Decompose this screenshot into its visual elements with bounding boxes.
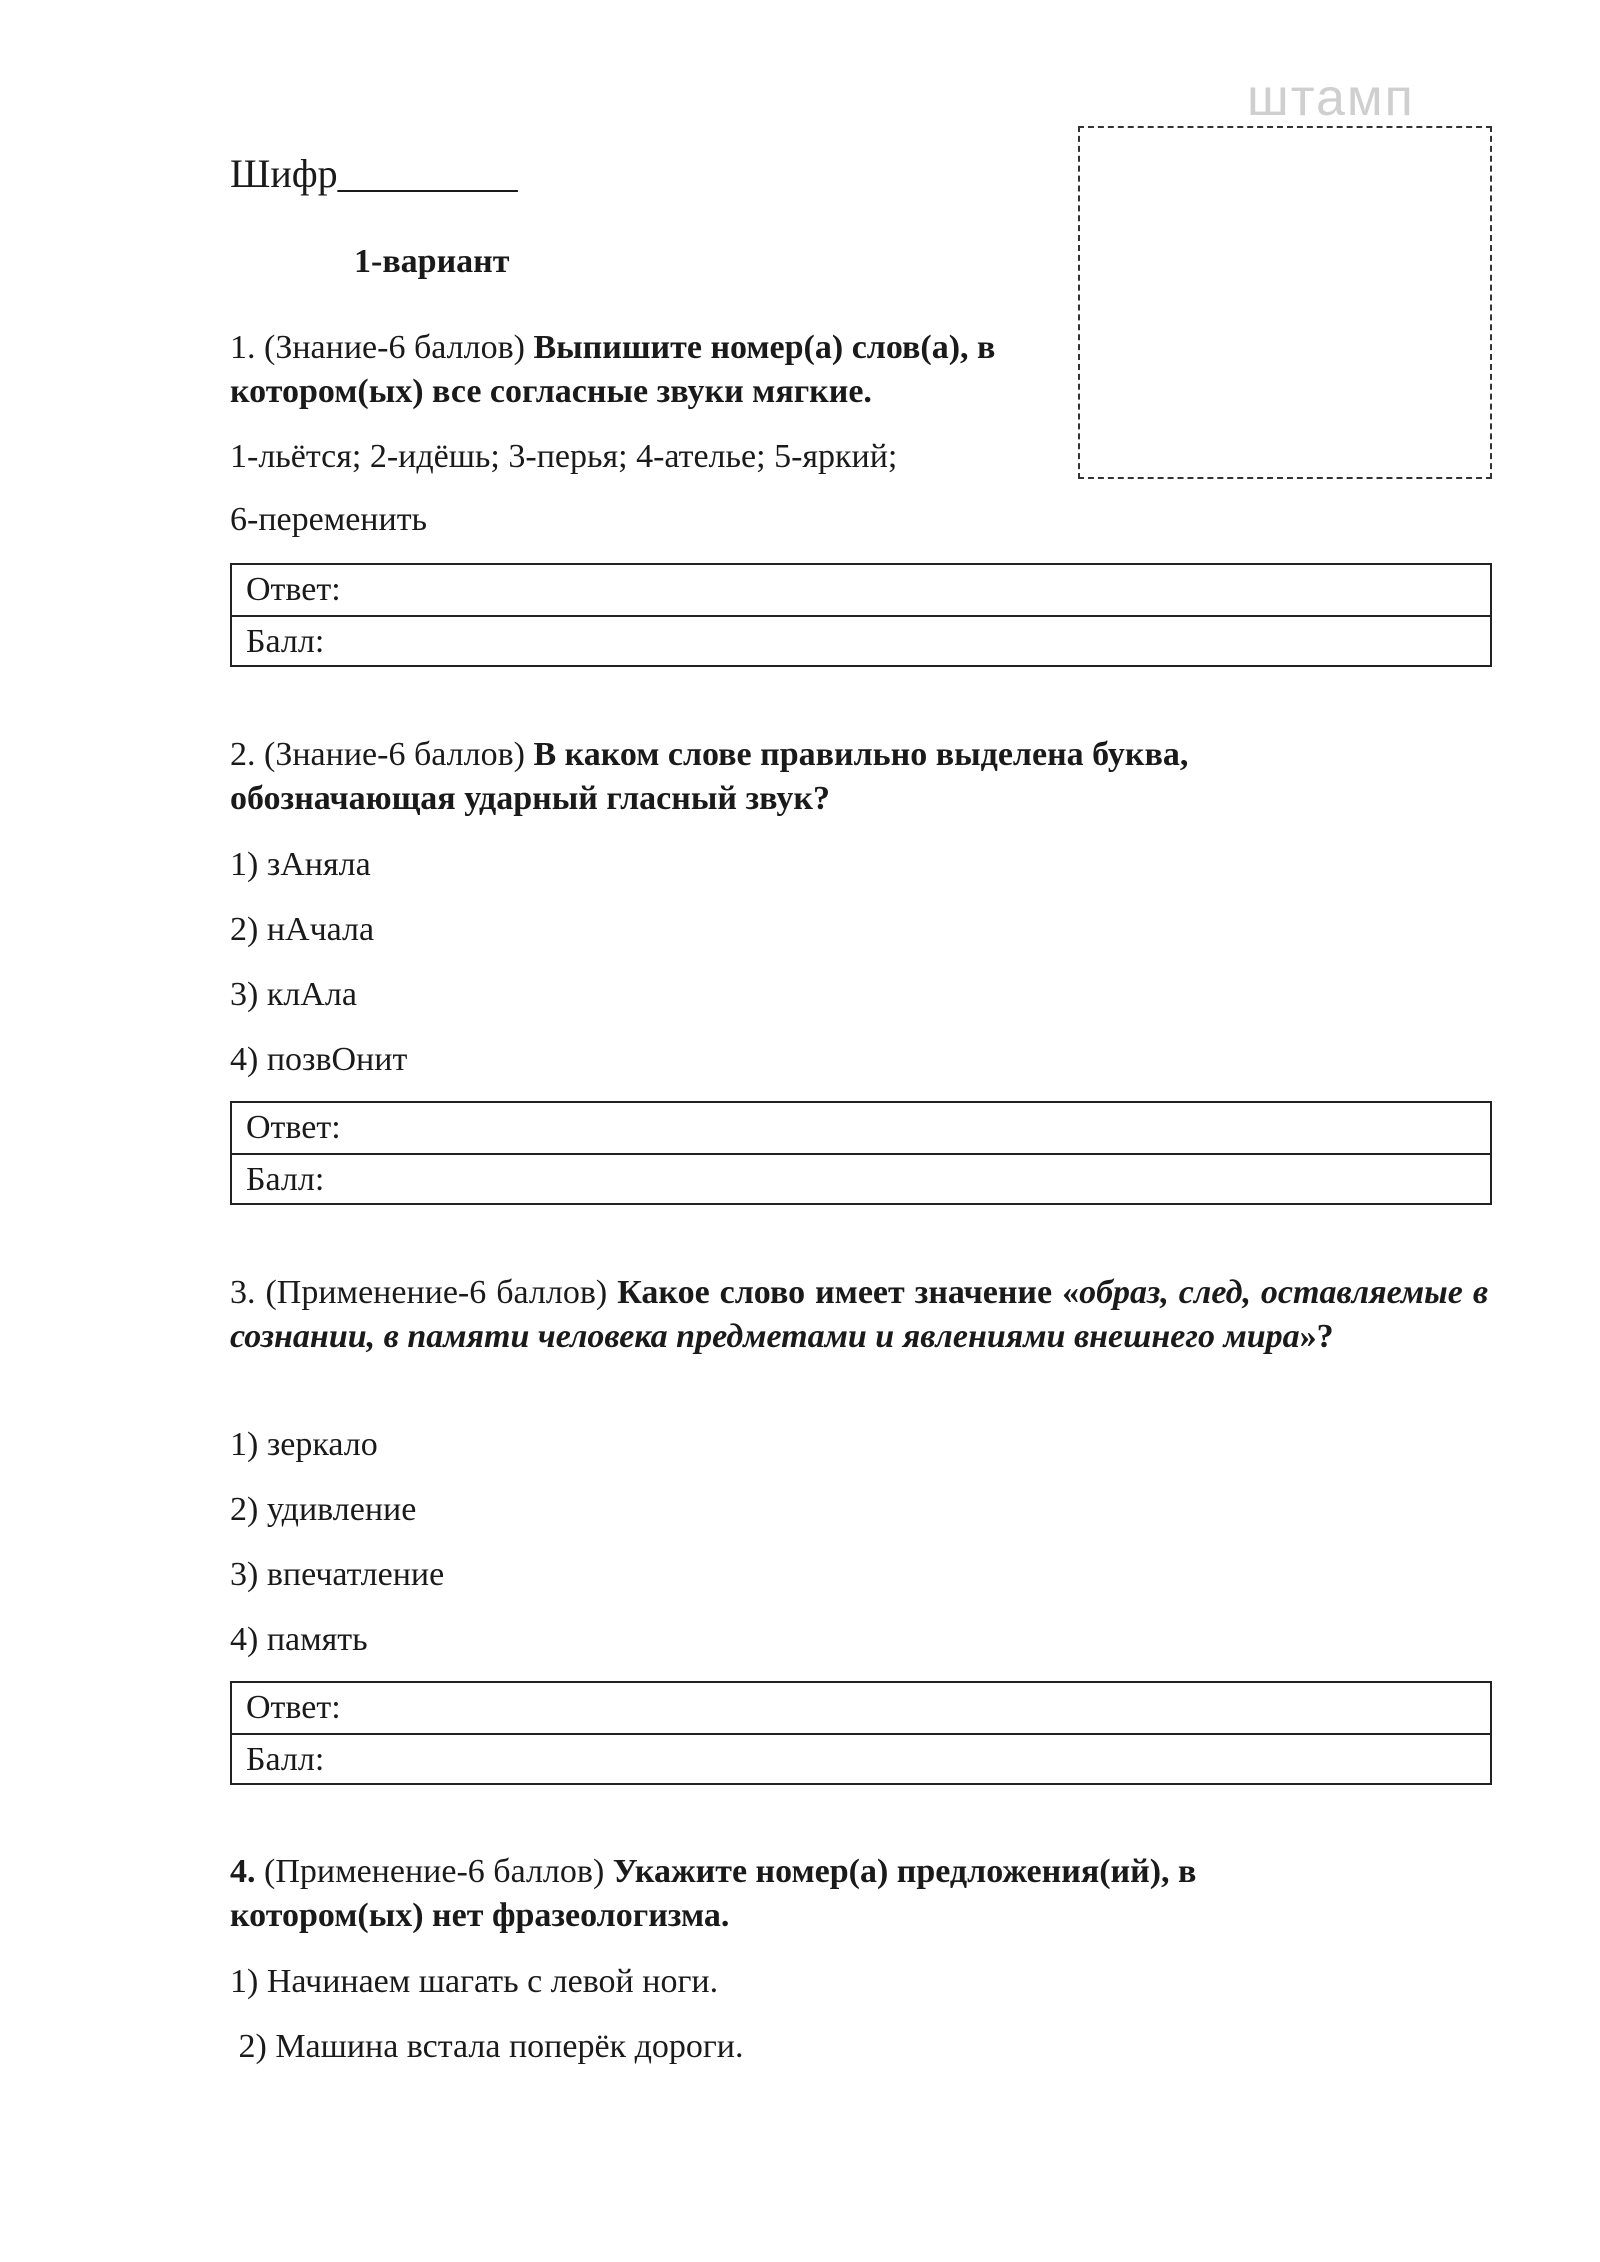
question-1-option: 1-льётся; 2-идёшь; 3-перья; 4-ателье; 5-яркий; — [230, 438, 898, 475]
question-1 — [230, 326, 1070, 414]
question-number: 2. — [230, 736, 256, 773]
question-4-option: 1) Начинаем шагать с левой ноги. — [230, 1963, 719, 2000]
question-number: 1. — [230, 329, 256, 366]
question-prompt-end: »? — [1299, 1318, 1334, 1356]
question-prompt: Какое слово имеет значение « — [617, 1274, 1080, 1311]
question-2-option: 2) нАчала — [230, 911, 375, 948]
question-4 — [230, 1850, 1370, 1938]
answer-row[interactable]: Ответ: — [246, 571, 341, 608]
question-3-option: 2) удивление — [230, 1491, 417, 1528]
question-3 — [230, 1271, 1488, 1359]
score-row[interactable]: Балл: — [232, 1153, 1490, 1203]
answer-table — [230, 1101, 1492, 1205]
question-meta: (Применение-6 баллов) — [255, 1853, 613, 1890]
question-2-option: 4) позвОнит — [230, 1041, 408, 1078]
question-prompt: В каком слове правильно выделена буква, обозначающая ударный гласный звук? — [230, 736, 1189, 818]
question-number: 3. — [230, 1274, 256, 1311]
answer-row[interactable]: Ответ: — [246, 1109, 341, 1146]
question-prompt: Выпишите номер(а) слов(а), в котором(ых) все согласные звуки мягкие. — [230, 329, 996, 411]
score-row[interactable]: Балл: — [232, 615, 1490, 665]
question-definition: образ, след, оставляемые в сознании, в памяти человека предметами и явлениями внешнего мира — [230, 1274, 1489, 1356]
question-meta: (Применение-6 баллов) — [255, 1274, 618, 1311]
answer-table — [230, 563, 1492, 667]
question-1-option: 6-переменить — [230, 501, 428, 538]
question-2-option: 3) клАла — [230, 976, 357, 1013]
question-3-option: 4) память — [230, 1621, 368, 1658]
question-number: 4. — [230, 1853, 256, 1890]
question-meta: (Знание-6 баллов) — [255, 736, 534, 773]
cipher-field: Шифр_________ — [230, 151, 518, 196]
question-3-option: 3) впечатление — [230, 1556, 445, 1593]
score-row[interactable]: Балл: — [232, 1733, 1490, 1783]
question-meta: (Знание-6 баллов) — [255, 329, 534, 366]
question-2-option: 1) зАняла — [230, 846, 371, 883]
question-4-option: 2) Машина встала поперёк дороги. — [230, 2028, 744, 2065]
stamp-box — [1078, 126, 1492, 479]
question-3-option: 1) зеркало — [230, 1426, 378, 1463]
variant-title: 1-вариант — [354, 243, 510, 280]
stamp-label: штамп — [1247, 69, 1415, 127]
question-prompt: Укажите номер(а) предложения(ий), в котором(ых) нет фразеологизма. — [230, 1853, 1197, 1935]
question-2 — [230, 733, 1370, 821]
answer-table — [230, 1681, 1492, 1785]
answer-row[interactable]: Ответ: — [246, 1689, 341, 1726]
